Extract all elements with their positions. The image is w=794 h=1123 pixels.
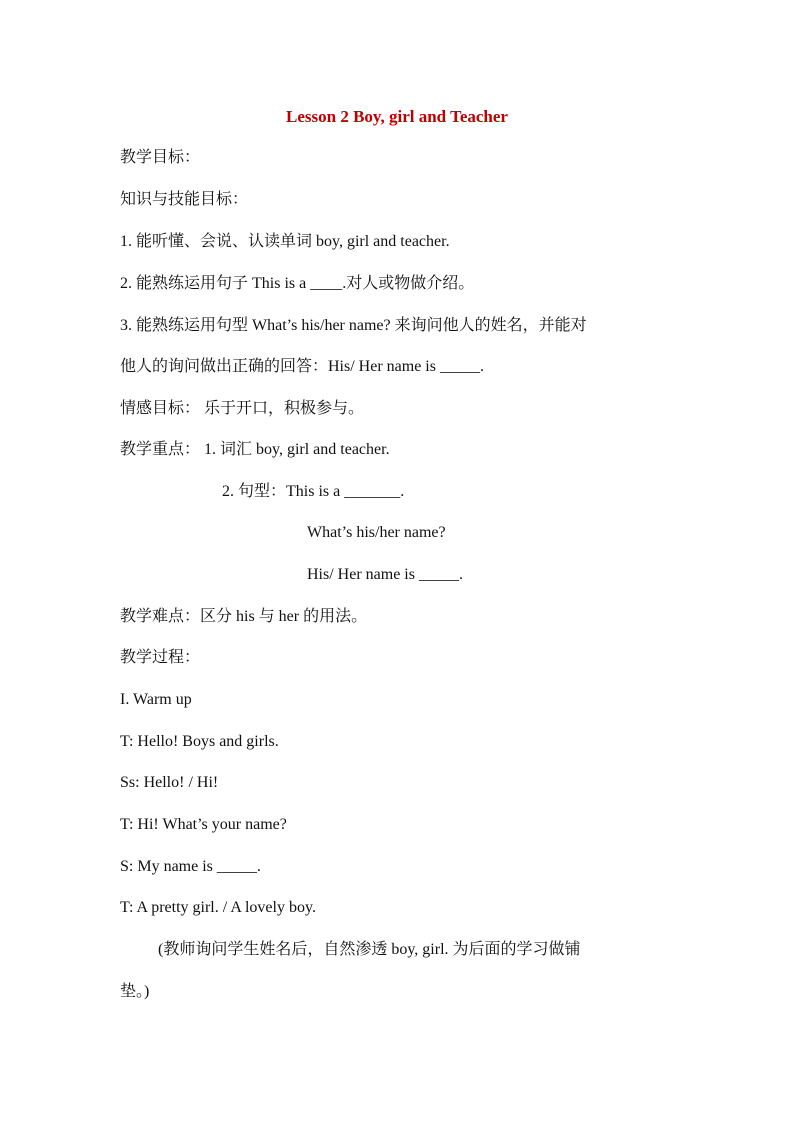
dialogue-line: Ss: Hello! / Hi! — [120, 774, 219, 791]
dialogue-line: T: Hello! Boys and girls. — [120, 733, 279, 750]
skill-item-1: 1. 能听懂、会说、认读单词 boy, girl and teacher. — [120, 233, 450, 250]
teacher-note: (教师询问学生姓名后，自然渗透 boy, girl. 为后面的学习做铺 — [158, 941, 581, 958]
key-points-question: What’s his/her name? — [307, 524, 446, 541]
teacher-note-continuation: 垫。) — [120, 983, 150, 1000]
objectives-heading: 教学目标： — [120, 149, 201, 166]
emotion-objective: 情感目标： 乐于开口，积极参与。 — [120, 400, 365, 417]
warm-up-heading: I. Warm up — [120, 691, 192, 708]
skill-item-2: 2. 能熟练运用句子 This is a ____.对人或物做介绍。 — [120, 275, 475, 292]
document-title: Lesson 2 Boy, girl and Teacher — [286, 107, 508, 126]
dialogue-line: S: My name is _____. — [120, 858, 261, 875]
dialogue-line: T: Hi! What’s your name? — [120, 816, 287, 833]
dialogue-line: T: A pretty girl. / A lovely boy. — [120, 899, 316, 916]
skill-item-3-continuation: 他人的询问做出正确的回答：His/ Her name is _____. — [120, 358, 484, 375]
skill-objectives-heading: 知识与技能目标： — [120, 191, 249, 208]
key-points-sentence: 2. 句型：This is a _______. — [222, 483, 405, 500]
key-points-answer: His/ Her name is _____. — [307, 566, 463, 583]
skill-item-3: 3. 能熟练运用句型 What’s his/her name? 来询问他人的姓名，并能对 — [120, 317, 587, 334]
process-heading: 教学过程： — [120, 649, 201, 666]
difficulty-point: 教学难点：区分 his 与 her 的用法。 — [120, 608, 368, 625]
key-points-vocabulary: 教学重点： 1. 词汇 boy, girl and teacher. — [120, 441, 390, 458]
